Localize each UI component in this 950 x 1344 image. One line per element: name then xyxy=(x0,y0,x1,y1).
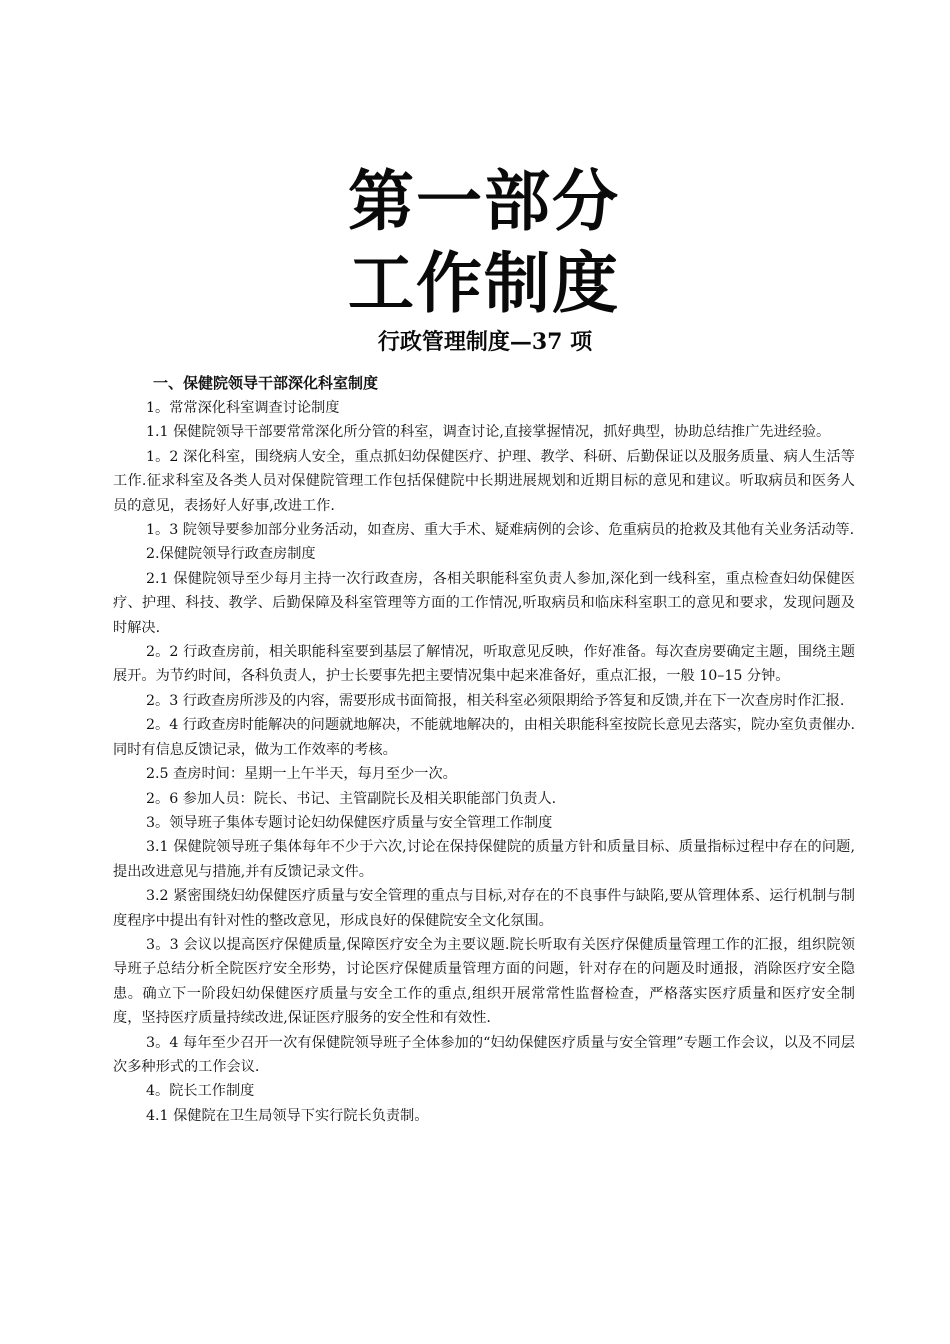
part-title-line-1: 第一部分 xyxy=(348,162,620,240)
chapter-subtitle: 行政管理制度—37 项 xyxy=(377,329,593,355)
paragraph: 2.5 查房时间：星期一上午半天，每月至少一次。 xyxy=(146,766,457,783)
part-title xyxy=(0,160,950,324)
paragraph: 4.1 保健院在卫生局领导下实行院长负责制。 xyxy=(146,1107,429,1124)
part-title-line-2: 工作制度 xyxy=(348,244,620,322)
paragraph: 2。2 行政查房前，相关职能科室要到基层了解情况，听取意见反映，作好准备。每次查房要确定主题，围绕主题展开。为节约时间，各科负责人，护士长要事先把主要情况集中起来准备好，重点汇报，一般 10–15 分钟。 xyxy=(113,644,855,685)
paragraph: 1。3 院领导要参加部分业务活动，如查房、重大手术、疑难病例的会诊、危重病员的抢救及其他有关业务活动等. xyxy=(146,522,855,539)
paragraph: 2。3 行政查房所涉及的内容，需要形成书面简报，相关科室必须限期给予答复和反馈,并在下一次查房时作汇报. xyxy=(146,692,845,709)
paragraph: 2.保健院领导行政查房制度 xyxy=(146,546,316,563)
paragraph: 1。2 深化科室，围绕病人安全，重点抓妇幼保健医疗、护理、教学、科研、后勤保证以及服务质量、病人生活等工作.征求科室及各类人员对保健院管理工作包括保健院中长期进展规划和近期目标的意见和建议。听取病员和医务人员的意见，表扬好人好事,改进工作. xyxy=(113,448,855,514)
paragraph: 3.1 保健院领导班子集体每年不少于六次,讨论在保持保健院的质量方针和质量目标、质量指标过程中存在的问题,提出改进意见与措施,并有反馈记录文件。 xyxy=(113,839,855,880)
section-heading: 一、保健院领导干部深化科室制度 xyxy=(153,374,379,392)
paragraph: 3。领导班子集体专题讨论妇幼保健医疗质量与安全管理工作制度 xyxy=(146,814,553,831)
paragraph: 2。4 行政查房时能解决的问题就地解决，不能就地解决的，由相关职能科室按院长意见去落实，院办室负责催办.同时有信息反馈记录，做为工作效率的考核。 xyxy=(113,717,855,758)
paragraph: 2.1 保健院领导至少每月主持一次行政查房，各相关职能科室负责人参加,深化到一线科室，重点检查妇幼保健医疗、护理、科技、教学、后勤保障及科室管理等方面的工作情况,听取病员和临床科室职工的意见和要求，发现问题及时解决. xyxy=(113,570,855,636)
paragraph: 3.2 紧密围绕妇幼保健医疗质量与安全管理的重点与目标,对存在的不良事件与缺陷,要从管理体系、运行机制与制度程序中提出有针对性的整改意见，形成良好的保健院安全文化氛围。 xyxy=(113,888,855,929)
paragraph: 4。院长工作制度 xyxy=(146,1083,255,1100)
paragraph: 2。6 参加人员：院长、书记、主管副院长及相关职能部门负责人. xyxy=(146,790,557,807)
paragraph: 3。3 会议以提高医疗保健质量,保障医疗安全为主要议题.院长听取有关医疗保健质量管理工作的汇报，组织院领导班子总结分析全院医疗安全形势，讨论医疗保健质量管理方面的问题，针对存在的问题及时通报，消除医疗安全隐患。确立下一阶段妇幼保健医疗质量与安全工作的重点,组织开展常常性监督检查，严格落实医疗质量和医疗安全制度，坚持医疗质量持续改进,保证医疗服务的安全性和有效性. xyxy=(113,936,855,1027)
paragraph: 1。常常深化科室调查讨论制度 xyxy=(146,400,340,416)
paragraph: 3。4 每年至少召开一次有保健院领导班子全体参加的“妇幼保健医疗质量与安全管理”专题工作会议，以及不同层次多种形式的工作会议. xyxy=(113,1034,855,1075)
body-text xyxy=(113,370,855,1128)
paragraph: 1.1 保健院领导干部要常常深化所分管的科室，调查讨论,直接掌握情况，抓好典型，协助总结推广先进经验。 xyxy=(146,424,831,441)
